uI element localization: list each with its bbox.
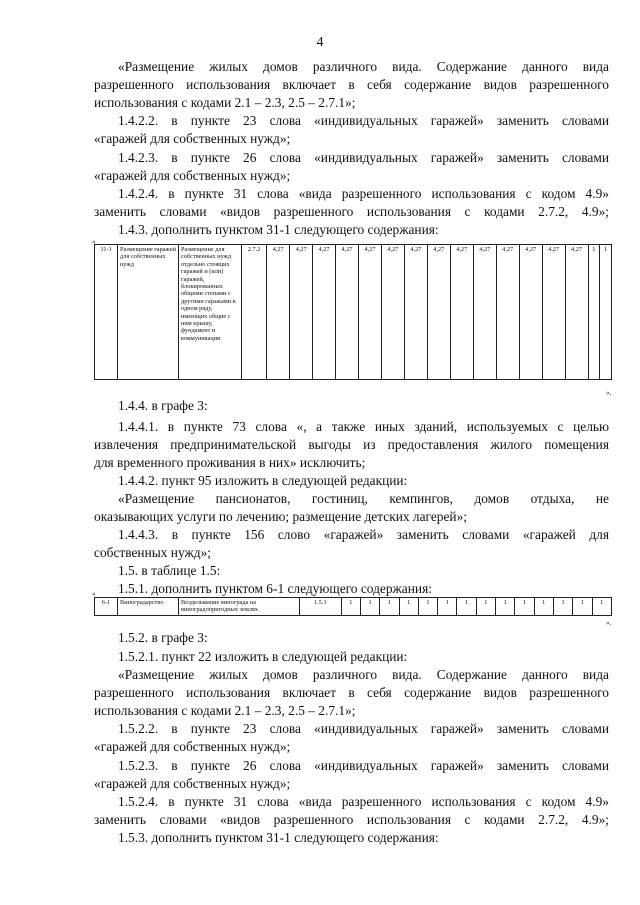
text-line: заменить словами «видов разрешенного использования с кодами 2.7.2, 4.9»;: [94, 812, 609, 827]
text-line: 1.4.4.1. в пункте 73 слова «, а также иных зданий, используемых с целью: [118, 419, 609, 434]
table-cell-value: 1: [360, 598, 379, 616]
text-line: 1.4.2.2. в пункте 23 слова «индивидуальных гаражей» заменить словами: [118, 113, 609, 128]
page-number: 4: [316, 35, 324, 50]
text-line: извлечения предпринимательской выгоды из предоставления жилого помещения: [94, 437, 609, 452]
text-line: 1.4.4. в графе 3:: [118, 398, 208, 413]
text-line: «Размещение жилых домов различного вида. Содержание данного вида: [118, 667, 609, 682]
text-line: 1.4.3. дополнить пунктом 31-1 следующего содержания:: [118, 222, 439, 237]
text-line: «гаражей для собственных нужд»;: [94, 131, 291, 146]
table-cell-value: 4,27: [542, 245, 565, 380]
table-cell-value: 1: [573, 598, 592, 616]
text-line: использования с кодами 2.1 – 2.3, 2.5 – 2.7.1»;: [94, 703, 356, 718]
table-cell-code: 1.5.1: [300, 598, 342, 616]
table-close-quote: ».: [606, 619, 612, 627]
table-cell-value: 1: [592, 598, 612, 616]
text-line: 1.4.4.3. в пункте 156 слово «гаражей» заменить словами «гаражей для: [118, 527, 609, 542]
text-line: 1.4.2.4. в пункте 31 слова «вида разрешенного использования с кодом 4.9»: [118, 186, 609, 201]
text-line: 1.5. в таблице 1.5:: [118, 563, 221, 578]
table-cell-value: 4,27: [427, 245, 450, 380]
text-line: 1.5.2.1. пункт 22 изложить в следующей редакции:: [118, 649, 408, 664]
table-open-quote: «: [92, 238, 96, 246]
table-cell-value: 1: [457, 598, 476, 616]
table-cell-value: 1: [341, 598, 360, 616]
table-cell-value: 1: [600, 245, 612, 380]
text-line: 1.4.4.2. пункт 95 изложить в следующей редакции:: [118, 473, 408, 488]
table-cell-value: 4,27: [496, 245, 519, 380]
table-cell-value: 4,27: [450, 245, 473, 380]
table-cell-description: Размещение для собственных нужд отдельно стоящих гаражей и (или) гаражей, блокированных общими стенами с другими гаражами в одном ряду, имеющих общие с ним крышу, фундамент и коммуникации: [179, 245, 242, 380]
table-cell-value: 4,27: [565, 245, 588, 380]
text-line: разрешенного использования включает в себя содержание видов разрешенного: [94, 77, 609, 92]
table-cell-code: 2.7.2: [242, 245, 267, 380]
text-line: 1.4.2.3. в пункте 26 слова «индивидуальных гаражей» заменить словами: [118, 150, 609, 165]
text-line: оказывающих услуги по лечению; размещение детских лагерей»;: [94, 509, 468, 524]
table-cell-value: 1: [380, 598, 399, 616]
table-cell-value: 4,27: [336, 245, 359, 380]
text-line: 1.5.2.4. в пункте 31 слова «вида разрешенного использования с кодом 4.9»: [118, 794, 609, 809]
text-line: заменить словами «видов разрешенного использования с кодами 2.7.2, 4.9»;: [94, 204, 609, 219]
table-cell-value: 1: [534, 598, 553, 616]
table-cell-value: 4,27: [313, 245, 336, 380]
text-line: использования с кодами 2.1 – 2.3, 2.5 – 2.7.1»;: [94, 95, 356, 110]
table-cell-value: 4,27: [359, 245, 382, 380]
table-close-quote: ».: [606, 389, 612, 397]
table-cell-value: 1: [496, 598, 515, 616]
text-line: разрешенного использования включает в себя содержание видов разрешенного: [94, 685, 609, 700]
table-cell-name: Размещение гаражей для собственных нужд: [118, 245, 179, 380]
table-cell-name: Виноградарство: [118, 598, 179, 616]
table-cell-value: 4,27: [473, 245, 496, 380]
text-line: 1.5.3. дополнить пунктом 31-1 следующего содержания:: [118, 830, 439, 845]
table-6-1: [94, 597, 612, 616]
text-line: для временного проживания в них» исключить;: [94, 455, 366, 470]
table-31-1: [94, 244, 612, 380]
table-cell-value: 1: [588, 245, 600, 380]
text-line: «Размещение жилых домов различного вида. Содержание данного вида: [118, 59, 609, 74]
text-line: «гаражей для собственных нужд»;: [94, 739, 291, 754]
text-line: «гаражей для собственных нужд»;: [94, 168, 291, 183]
text-line: собственных нужд»;: [94, 545, 211, 560]
text-line: 1.5.1. дополнить пунктом 6-1 следующего содержания:: [118, 581, 432, 596]
table-cell-value: 4,27: [381, 245, 404, 380]
table-cell-value: 4,27: [267, 245, 290, 380]
text-line: 1.5.2.3. в пункте 26 слова «индивидуальных гаражей» заменить словами: [118, 758, 609, 773]
table-cell-value: 1: [553, 598, 572, 616]
text-line: «Размещение пансионатов, гостиниц, кемпингов, домов отдыха, не: [118, 491, 609, 506]
table-cell-num: 31-1: [95, 245, 118, 380]
table-cell-num: 6-1: [95, 598, 118, 616]
table-cell-value: 4,27: [290, 245, 313, 380]
table-open-quote: «: [92, 590, 96, 598]
table-cell-value: 4,27: [404, 245, 427, 380]
table-cell-value: 1: [399, 598, 418, 616]
table-cell-value: 1: [476, 598, 495, 616]
text-line: 1.5.2. в графе 3:: [118, 630, 208, 645]
table-cell-value: 1: [438, 598, 457, 616]
table-cell-value: 4,27: [519, 245, 542, 380]
text-line: «гаражей для собственных нужд»;: [94, 776, 291, 791]
table-cell-value: 1: [515, 598, 534, 616]
table-cell-description: Возделывание винограда на виноградопригодных землях: [179, 598, 300, 616]
text-line: 1.5.2.2. в пункте 23 слова «индивидуальных гаражей» заменить словами: [118, 721, 609, 736]
table-cell-value: 1: [418, 598, 437, 616]
